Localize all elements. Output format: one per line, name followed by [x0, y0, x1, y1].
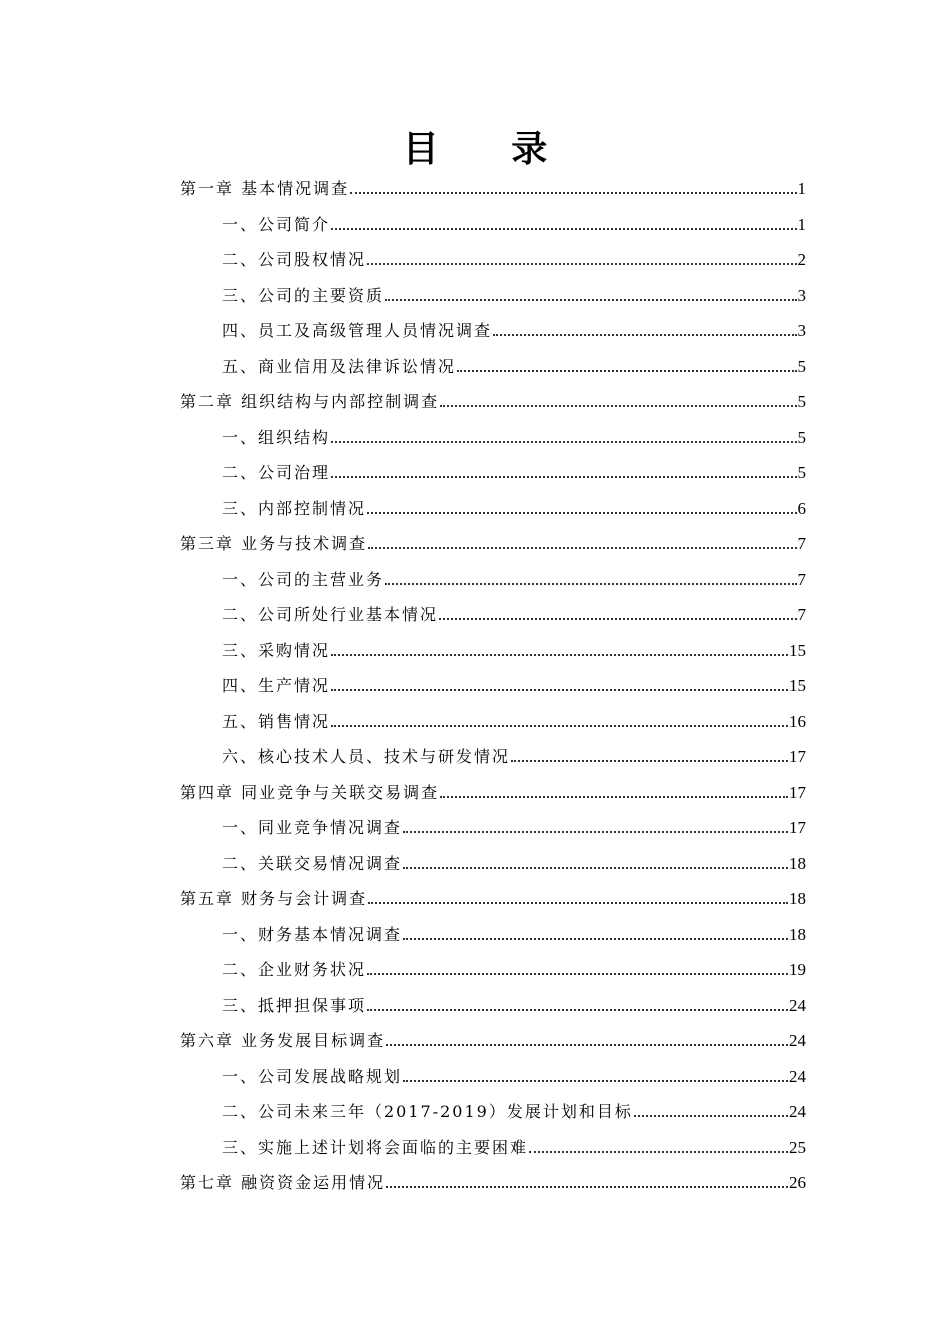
page-title: 目 录	[402, 129, 578, 170]
toc-page-number: 26	[789, 1173, 806, 1192]
toc-dot-leader	[385, 299, 796, 301]
toc-section-entry[interactable]	[222, 453, 806, 483]
toc-section-entry[interactable]	[222, 702, 806, 732]
toc-section-entry[interactable]	[222, 986, 806, 1016]
toc-entry-label: 一、同业竞争情况调查	[222, 818, 403, 837]
toc-page-number: 17	[789, 818, 806, 837]
toc-dot-leader	[367, 512, 796, 514]
toc-page-number: 1	[797, 179, 806, 198]
toc-dot-leader	[331, 689, 788, 691]
toc-dot-leader	[403, 867, 788, 869]
toc-section-entry[interactable]	[222, 666, 806, 696]
toc-entry-label: 二、企业财务状况	[222, 960, 367, 979]
toc-section-entry[interactable]	[222, 737, 806, 767]
toc-entry-label: 五、销售情况	[222, 712, 331, 731]
toc-entry-label: 一、公司简介	[222, 215, 331, 234]
toc-dot-leader	[403, 831, 788, 833]
toc-page-number: 15	[789, 676, 806, 695]
toc-section-entry[interactable]	[222, 311, 806, 341]
toc-dot-leader	[439, 618, 796, 620]
toc-dot-leader	[368, 547, 796, 549]
toc-chapter-entry[interactable]	[180, 524, 806, 554]
toc-entry-label: 三、抵押担保事项	[222, 996, 367, 1015]
toc-page-number: 6	[797, 499, 806, 518]
toc-dot-leader	[331, 228, 796, 230]
toc-dot-leader	[331, 441, 796, 443]
toc-dot-leader	[634, 1115, 788, 1117]
toc-page-number: 7	[797, 534, 806, 553]
toc-entry-label: 二、公司未来三年（2017-2019）发展计划和目标	[222, 1102, 633, 1121]
toc-page-number: 5	[797, 463, 806, 482]
toc-page-number: 17	[789, 747, 806, 766]
toc-section-entry[interactable]	[222, 808, 806, 838]
toc-chapter-entry[interactable]	[180, 879, 806, 909]
toc-page-number: 16	[789, 712, 806, 731]
toc-section-entry[interactable]	[222, 1128, 806, 1158]
toc-entry-label: 第三章 业务与技术调查	[180, 534, 368, 553]
toc-dot-leader	[331, 725, 788, 727]
toc-entry-label: 三、公司的主要资质	[222, 286, 385, 305]
toc-entry-label: 三、实施上述计划将会面临的主要困难	[222, 1138, 529, 1157]
toc-entry-label: 第五章 财务与会计调查	[180, 889, 368, 908]
toc-page-number: 18	[789, 889, 806, 908]
toc-entry-label: 第六章 业务发展目标调查	[180, 1031, 386, 1050]
toc-section-entry[interactable]	[222, 240, 806, 270]
toc-entry-label: 二、公司所处行业基本情况	[222, 605, 439, 624]
toc-page-number: 7	[797, 570, 806, 589]
toc-page-number: 24	[789, 1031, 806, 1050]
toc-page-number: 5	[797, 392, 806, 411]
toc-page-number: 2	[797, 250, 806, 269]
toc-page-number: 5	[797, 357, 806, 376]
toc-page-number: 17	[789, 783, 806, 802]
toc-entry-label: 一、组织结构	[222, 428, 331, 447]
toc-dot-leader	[331, 476, 796, 478]
toc-dot-leader	[386, 1186, 788, 1188]
toc-page-number: 19	[789, 960, 806, 979]
toc-dot-leader	[440, 796, 788, 798]
toc-page-number: 7	[797, 605, 806, 624]
toc-entry-label: 二、公司股权情况	[222, 250, 367, 269]
toc-dot-leader	[386, 1044, 788, 1046]
toc-entry-label: 五、商业信用及法律诉讼情况	[222, 357, 457, 376]
toc-page-number: 5	[797, 428, 806, 447]
toc-section-entry[interactable]	[222, 950, 806, 980]
toc-page-number: 3	[797, 286, 806, 305]
toc-section-entry[interactable]	[222, 560, 806, 590]
toc-dot-leader	[403, 1080, 788, 1082]
toc-entry-label: 第四章 同业竞争与关联交易调查	[180, 783, 440, 802]
toc-section-entry[interactable]	[222, 595, 806, 625]
toc-entry-label: 一、公司的主营业务	[222, 570, 385, 589]
toc-page-number: 24	[789, 1067, 806, 1086]
toc-dot-leader	[367, 1009, 788, 1011]
toc-chapter-entry[interactable]	[180, 169, 806, 199]
toc-dot-leader	[367, 263, 796, 265]
toc-page-number: 15	[789, 641, 806, 660]
toc-entry-label: 三、内部控制情况	[222, 499, 367, 518]
toc-page-number: 18	[789, 854, 806, 873]
toc-entry-label: 二、关联交易情况调查	[222, 854, 403, 873]
toc-section-entry[interactable]	[222, 915, 806, 945]
toc-entry-label: 第一章 基本情况调查	[180, 179, 350, 198]
toc-chapter-entry[interactable]	[180, 382, 806, 412]
toc-dot-leader	[367, 973, 788, 975]
toc-dot-leader	[350, 192, 796, 194]
toc-page-number: 24	[789, 996, 806, 1015]
toc-page-number: 1	[797, 215, 806, 234]
toc-dot-leader	[457, 370, 796, 372]
toc-page-number: 25	[789, 1138, 806, 1157]
toc-dot-leader	[511, 760, 788, 762]
toc-section-entry[interactable]	[222, 418, 806, 448]
toc-dot-leader	[403, 938, 788, 940]
toc-entry-label: 一、公司发展战略规划	[222, 1067, 403, 1086]
toc-entry-label: 三、采购情况	[222, 641, 331, 660]
toc-section-entry[interactable]	[222, 347, 806, 377]
toc-section-entry[interactable]	[222, 205, 806, 235]
toc-dot-leader	[493, 334, 796, 336]
toc-entry-label: 四、生产情况	[222, 676, 331, 695]
toc-entry-label: 第七章 融资资金运用情况	[180, 1173, 386, 1192]
toc-dot-leader	[368, 902, 788, 904]
toc-section-entry[interactable]	[222, 844, 806, 874]
toc-chapter-entry[interactable]	[180, 1163, 806, 1193]
toc-entry-label: 第二章 组织结构与内部控制调查	[180, 392, 440, 411]
toc-section-entry[interactable]	[222, 631, 806, 661]
toc-chapter-entry[interactable]	[180, 1021, 806, 1051]
toc-page-number: 18	[789, 925, 806, 944]
toc-dot-leader	[529, 1151, 788, 1153]
toc-section-entry[interactable]	[222, 276, 806, 306]
toc-chapter-entry[interactable]	[180, 773, 806, 803]
toc-entry-label: 二、公司治理	[222, 463, 331, 482]
toc-dot-leader	[440, 405, 796, 407]
toc-page-number: 3	[797, 321, 806, 340]
toc-section-entry[interactable]	[222, 1092, 806, 1122]
toc-dot-leader	[385, 583, 796, 585]
toc-section-entry[interactable]	[222, 1057, 806, 1087]
toc-dot-leader	[331, 654, 788, 656]
toc-page-number: 24	[789, 1102, 806, 1121]
toc-section-entry[interactable]	[222, 489, 806, 519]
toc-entry-label: 一、财务基本情况调查	[222, 925, 403, 944]
toc-entry-label: 六、核心技术人员、技术与研发情况	[222, 747, 511, 766]
toc-entry-label: 四、员工及高级管理人员情况调查	[222, 321, 493, 340]
